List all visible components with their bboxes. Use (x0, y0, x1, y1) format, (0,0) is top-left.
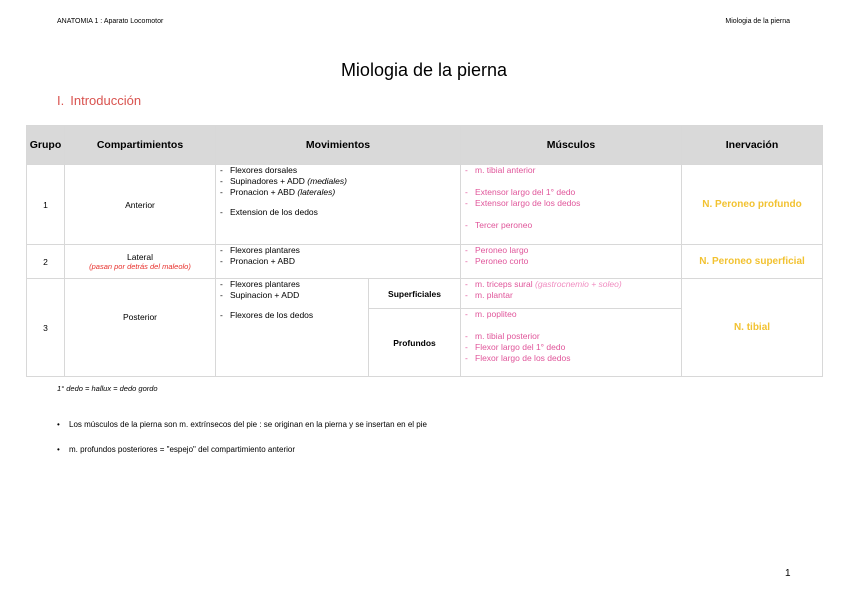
movimientos-cell: - Flexores plantares - Supinacion + ADD - Flexores de los dedos (216, 279, 369, 377)
compartimiento-label: Lateral (127, 252, 153, 262)
musculos-cell: - m. triceps sural (gastrocnemio + soleo) - m. plantar (461, 279, 682, 309)
muscle-item: Extensor largo de los dedos (475, 198, 581, 208)
muscle-item: Peroneo corto (475, 256, 529, 266)
list-item: • m. profundos posteriores = "espejo" del compartimiento anterior (57, 445, 296, 454)
header-musculos: Músculos (461, 126, 682, 165)
musculos-cell: - m. popliteo - m. tibial posterior - Flexor largo del 1° dedo - Flexor largo de los dedos (461, 309, 682, 377)
muscle-item: Peroneo largo (475, 245, 529, 255)
movement-item: Pronacion + ABD (230, 256, 295, 266)
table-row (27, 165, 823, 245)
musculos-cell: - m. tibial anterior - Extensor largo del 1° dedo - Extensor largo de los dedos - Tercer peroneo (461, 165, 682, 245)
footnote: 1° dedo = hallux = dedo gordo (57, 384, 158, 393)
grupo-cell: 2 (27, 245, 65, 279)
muscle-item: Tercer peroneo (475, 220, 533, 230)
muscle-item: Flexor largo del 1° dedo (475, 342, 566, 352)
table-header-row (27, 126, 823, 165)
inervacion-cell: N. Peroneo superficial (682, 245, 823, 279)
muscle-item: Flexor largo de los dedos (475, 353, 571, 363)
section-title: Introducción (70, 93, 142, 108)
muscle-item: m. tibial anterior (475, 165, 536, 175)
section-heading (57, 93, 141, 108)
movement-item: Pronacion + ABD (230, 187, 295, 197)
compartimiento-cell: Posterior (65, 279, 216, 377)
movement-item: Supinadores + ADD (230, 176, 305, 186)
inervacion-cell: N. Peroneo profundo (682, 165, 823, 245)
movement-note: (mediales) (307, 176, 347, 186)
muscle-item: m. plantar (475, 290, 513, 300)
grupo-cell: 1 (27, 165, 65, 245)
list-item-text: Los músculos de la pierna son m. extrínsecos del pie : se originan en la pierna y se insertan en el pie (69, 420, 427, 429)
muscle-item: m. tibial posterior (475, 331, 540, 341)
muscle-item: Extensor largo del 1° dedo (475, 187, 576, 197)
compartimiento-cell (65, 245, 216, 279)
muscle-item: m. triceps sural (475, 279, 533, 289)
musculos-cell: - Peroneo largo - Peroneo corto (461, 245, 682, 279)
inervacion-cell: N. tibial (682, 279, 823, 377)
header-inervacion: Inervación (682, 126, 823, 165)
list-item: • Los músculos de la pierna son m. extrínsecos del pie : se originan en la pierna y se insertan en el pie (57, 420, 427, 429)
movimientos-cell: - Flexores dorsales - Supinadores + ADD (mediales) - Pronacion + ABD (laterales) - Extension de los dedos (216, 165, 461, 245)
header-left: ANATOMIA 1 : Aparato Locomotor (57, 18, 164, 25)
page-number: 1 (785, 568, 791, 579)
table-row (27, 279, 823, 309)
header-compartimientos: Compartimientos (65, 126, 216, 165)
muscle-note: (gastrocnemio + soleo) (535, 279, 622, 289)
profundos-label: Profundos (369, 309, 461, 377)
list-item-text: m. profundos posteriores = "espejo" del compartimiento anterior (69, 445, 296, 454)
movimientos-cell: - Flexores plantares - Pronacion + ABD (216, 245, 461, 279)
superficiales-label: Superficiales (369, 279, 461, 309)
header-grupo: Grupo (27, 126, 65, 165)
grupo-cell: 3 (27, 279, 65, 377)
muscle-item: m. popliteo (475, 309, 517, 319)
movement-item: Flexores de los dedos (230, 310, 314, 320)
muscle-table (26, 125, 823, 377)
compartimiento-cell: Anterior (65, 165, 216, 245)
header-movimientos: Movimientos (216, 126, 461, 165)
movement-item: Extension de los dedos (230, 207, 318, 217)
movement-item: Flexores plantares (230, 245, 300, 255)
movement-item: Supinacion + ADD (230, 290, 300, 300)
compartimiento-note: (pasan por detrás del maleolo) (89, 262, 191, 271)
movement-note: (laterales) (297, 187, 336, 197)
table-row (27, 245, 823, 279)
page-title: Miologia de la pierna (340, 60, 508, 80)
movement-item: Flexores dorsales (230, 165, 298, 175)
section-number: I. (57, 93, 65, 108)
movement-item: Flexores plantares (230, 279, 300, 289)
header-right: Miologia de la pierna (725, 18, 790, 25)
